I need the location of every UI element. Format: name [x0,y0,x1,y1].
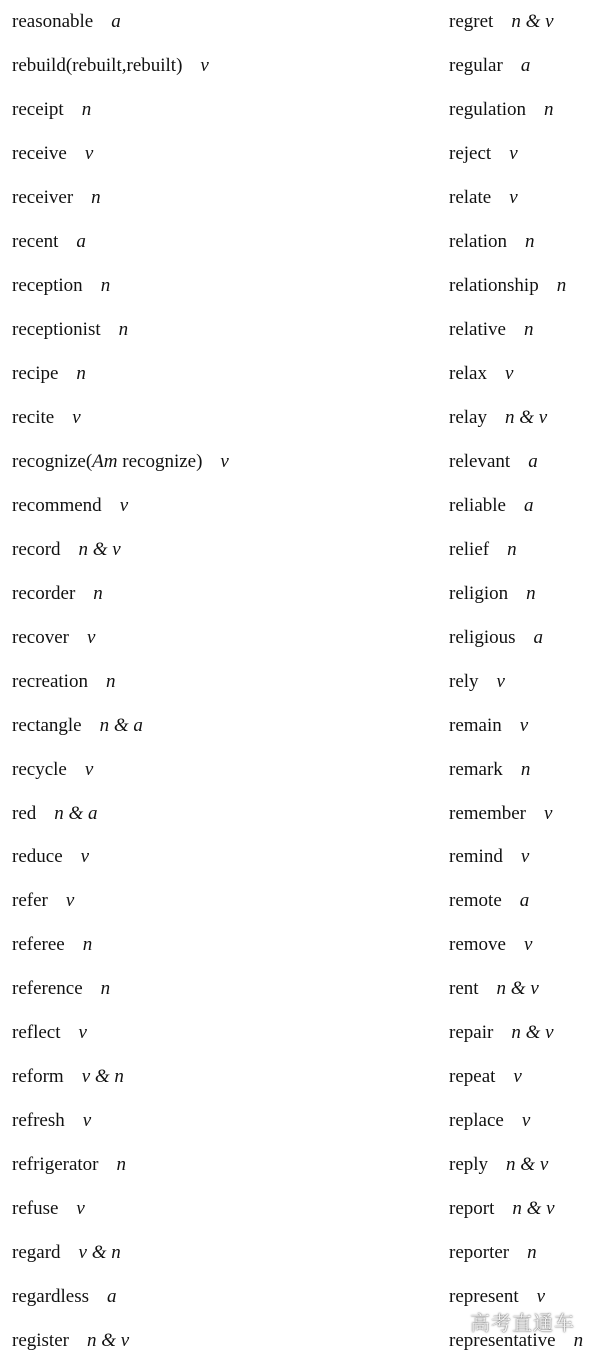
vocab-entry [449,535,517,565]
vocab-entry [449,403,547,433]
vocab-entry [449,711,528,741]
vocab-word: relate [449,186,492,208]
vocab-entry [449,1150,548,1180]
part-of-speech: v [509,142,518,164]
vocab-word: relax [449,362,487,384]
part-of-speech: n [523,318,534,340]
part-of-speech: v [80,846,90,868]
vocab-entry [12,359,86,389]
vocab-entry [449,755,530,785]
vocab-word: recover [12,626,69,648]
vocab-word: receiver [12,186,74,208]
vocab-word: remark [449,758,503,780]
vocab-word: relative [449,318,506,340]
part-of-speech: v & n [81,1066,124,1088]
vocab-word: register [12,1330,69,1352]
part-of-speech: n & v [506,1154,549,1176]
vocab-entry [449,227,535,257]
part-of-speech: n [93,582,103,604]
vocab-entry [12,95,91,125]
part-of-speech: n [82,934,93,956]
part-of-speech: n [116,1154,126,1176]
vocab-word: remove [449,934,506,956]
part-of-speech: n [526,582,536,604]
vocab-word: reduce [12,846,63,868]
vocab-word: representative [449,1330,556,1352]
part-of-speech: v [496,670,505,692]
vocab-word: red [12,802,37,824]
vocab-word: referee [12,934,65,956]
vocab-word: record [12,538,61,560]
vocab-word: relation [449,230,508,252]
vocab-word: reception [12,274,83,296]
part-of-speech: v [78,1022,87,1044]
vocab-word: rent [449,978,479,1000]
part-of-speech: v [220,450,229,472]
vocab-entry [12,623,95,653]
part-of-speech: v [82,1110,92,1132]
part-of-speech: v [84,142,94,164]
vocab-entry [449,930,532,960]
vocab-entry [12,579,103,609]
part-of-speech: n & v [78,538,121,560]
part-of-speech: n & v [511,1022,554,1044]
vocab-entry [12,51,209,81]
part-of-speech: a [520,55,531,76]
vocab-word: rebuild(rebuilt,rebuilt) [12,55,183,76]
part-of-speech: v [86,626,96,648]
part-of-speech: v [521,1110,531,1132]
vocab-word: regret [449,11,494,32]
watermark-text: 高考直通车 [470,1311,575,1335]
vocab-word: report [449,1198,495,1220]
vocab-word: rely [449,670,479,692]
part-of-speech: n & a [99,714,143,736]
vocab-word: represent [449,1286,519,1308]
vocab-word: replace [449,1110,504,1132]
vocab-word: recreation [12,670,88,692]
vocab-word: reflect [12,1022,61,1044]
vocab-entry [449,315,533,345]
vocab-word: rectangle [12,714,82,736]
vocab-word: reject [449,142,492,164]
vocab-entry [12,139,93,169]
vocab-word: reasonable [12,11,94,32]
part-of-speech: n & v [512,1198,555,1220]
vocab-word: remember [449,802,527,824]
vocab-word: reform [12,1066,64,1088]
vocab-entry [449,359,513,389]
vocab-word: refer [12,890,48,912]
part-of-speech: v [200,55,209,76]
vocab-word: relevant [449,450,511,472]
vocab-word: reliable [449,494,506,516]
vocab-word: remain [449,714,502,736]
vocab-entry [449,1194,555,1224]
part-of-speech: v & n [78,1242,121,1264]
part-of-speech: n [525,230,535,252]
vocab-entry [12,1150,126,1180]
vocab-entry [12,1062,124,1092]
vocab-entry [12,491,128,521]
vocab-word: regulation [449,98,527,120]
vocab-entry [12,799,98,829]
part-of-speech: n [105,670,116,692]
vocab-word: regard [12,1242,61,1264]
part-of-speech: n [573,1330,584,1352]
vocab-entry [449,667,505,697]
part-of-speech: n & v [511,11,554,32]
vocab-word: reference [12,978,83,1000]
vocab-word: recipe [12,362,59,384]
vocab-word: relief [449,538,490,560]
part-of-speech: v [504,362,514,384]
vocab-word: repair [449,1022,494,1044]
part-of-speech: n [507,538,517,560]
vocab-entry [449,51,530,81]
vocab-word: refrigerator [12,1154,99,1176]
part-of-speech: a [111,11,121,32]
vocab-entry [12,1194,85,1224]
part-of-speech: n [118,318,129,340]
vocab-entry [449,579,536,609]
vocab-entry [449,974,539,1004]
part-of-speech: v [519,714,529,736]
vocab-entry [12,227,86,257]
part-of-speech: n [76,362,86,384]
vocab-entry [449,7,554,37]
vocab-word: receptionist [12,318,101,340]
vocab-entry [449,1018,554,1048]
vocab-word: recent [12,230,59,252]
vocab-entry [449,491,533,521]
vocab-entry [12,711,143,741]
vocab-entry [449,799,552,829]
part-of-speech: n [81,98,92,120]
part-of-speech: n [91,186,101,208]
part-of-speech: v [76,1198,85,1220]
vocab-entry [12,1326,129,1356]
vocab-entry [12,974,110,1004]
vocab-entry [12,842,89,872]
vocab-word: religion [449,582,509,604]
part-of-speech: n [556,274,567,296]
part-of-speech: v [84,758,94,780]
part-of-speech: v [72,406,81,428]
part-of-speech: a [528,450,538,472]
vocab-entry [449,95,554,125]
part-of-speech: n [544,98,554,120]
vocab-word: remote [449,890,502,912]
vocab-word: refresh [12,1110,65,1132]
vocab-entry [449,623,543,653]
vocab-word: regular [449,55,503,76]
part-of-speech: a [76,230,86,252]
vocab-entry [449,1062,522,1092]
part-of-speech: v [513,1066,522,1088]
vocab-word: recite [12,406,55,428]
vocab-word: reporter [449,1242,510,1264]
part-of-speech: a [533,626,543,648]
vocab-word: remind [449,846,503,868]
vocab-entry [449,183,518,213]
vocab-word: relay [449,406,487,428]
vocab-entry [12,271,110,301]
vocab-word: receive [12,142,67,164]
vocab-entry [12,667,115,697]
vocab-entry [449,886,529,916]
part-of-speech: n [520,758,531,780]
part-of-speech: v [523,934,533,956]
vocab-entry [12,1238,121,1268]
vocab-entry [449,271,566,301]
vocab-entry [12,7,121,37]
vocab-word: religious [449,626,516,648]
vocab-entry [449,842,529,872]
vocab-word: relationship [449,274,539,296]
vocab-entry [12,886,74,916]
part-of-speech: n [527,1242,537,1264]
vocab-word: recognize(Am recognize) [12,450,203,472]
vocab-entry [12,1282,117,1312]
part-of-speech: v [520,846,530,868]
part-of-speech: v [509,186,518,208]
part-of-speech: v [544,802,553,824]
vocab-entry [12,315,128,345]
part-of-speech: v [119,494,129,516]
part-of-speech: n & v [504,406,548,428]
vocab-entry [12,755,93,785]
vocab-entry [449,139,518,169]
vocab-entry [12,930,92,960]
part-of-speech: n [100,978,111,1000]
vocab-word: receipt [12,98,64,120]
vocab-word: recommend [12,494,102,516]
vocab-entry [12,183,101,213]
vocab-entry [12,403,81,433]
vocab-entry [12,535,121,565]
part-of-speech: a [107,1286,117,1308]
part-of-speech: n & v [86,1330,130,1352]
vocab-entry [12,1106,91,1136]
vocab-word: regardless [12,1286,90,1308]
part-of-speech: v [536,1286,546,1308]
vocab-entry [12,1018,87,1048]
vocab-entry [449,1238,537,1268]
part-of-speech: a [523,494,534,516]
vocab-entry [449,447,538,477]
vocab-entry [449,1106,530,1136]
vocab-word: recycle [12,758,67,780]
vocab-word: recorder [12,582,76,604]
part-of-speech: n [100,274,111,296]
vocab-word: repeat [449,1066,496,1088]
part-of-speech: n & v [496,978,539,1000]
part-of-speech: a [519,890,530,912]
vocab-entry [12,447,229,477]
part-of-speech: n & a [54,802,98,824]
part-of-speech: v [65,890,75,912]
vocab-word: refuse [12,1198,59,1220]
vocab-word: reply [449,1154,489,1176]
